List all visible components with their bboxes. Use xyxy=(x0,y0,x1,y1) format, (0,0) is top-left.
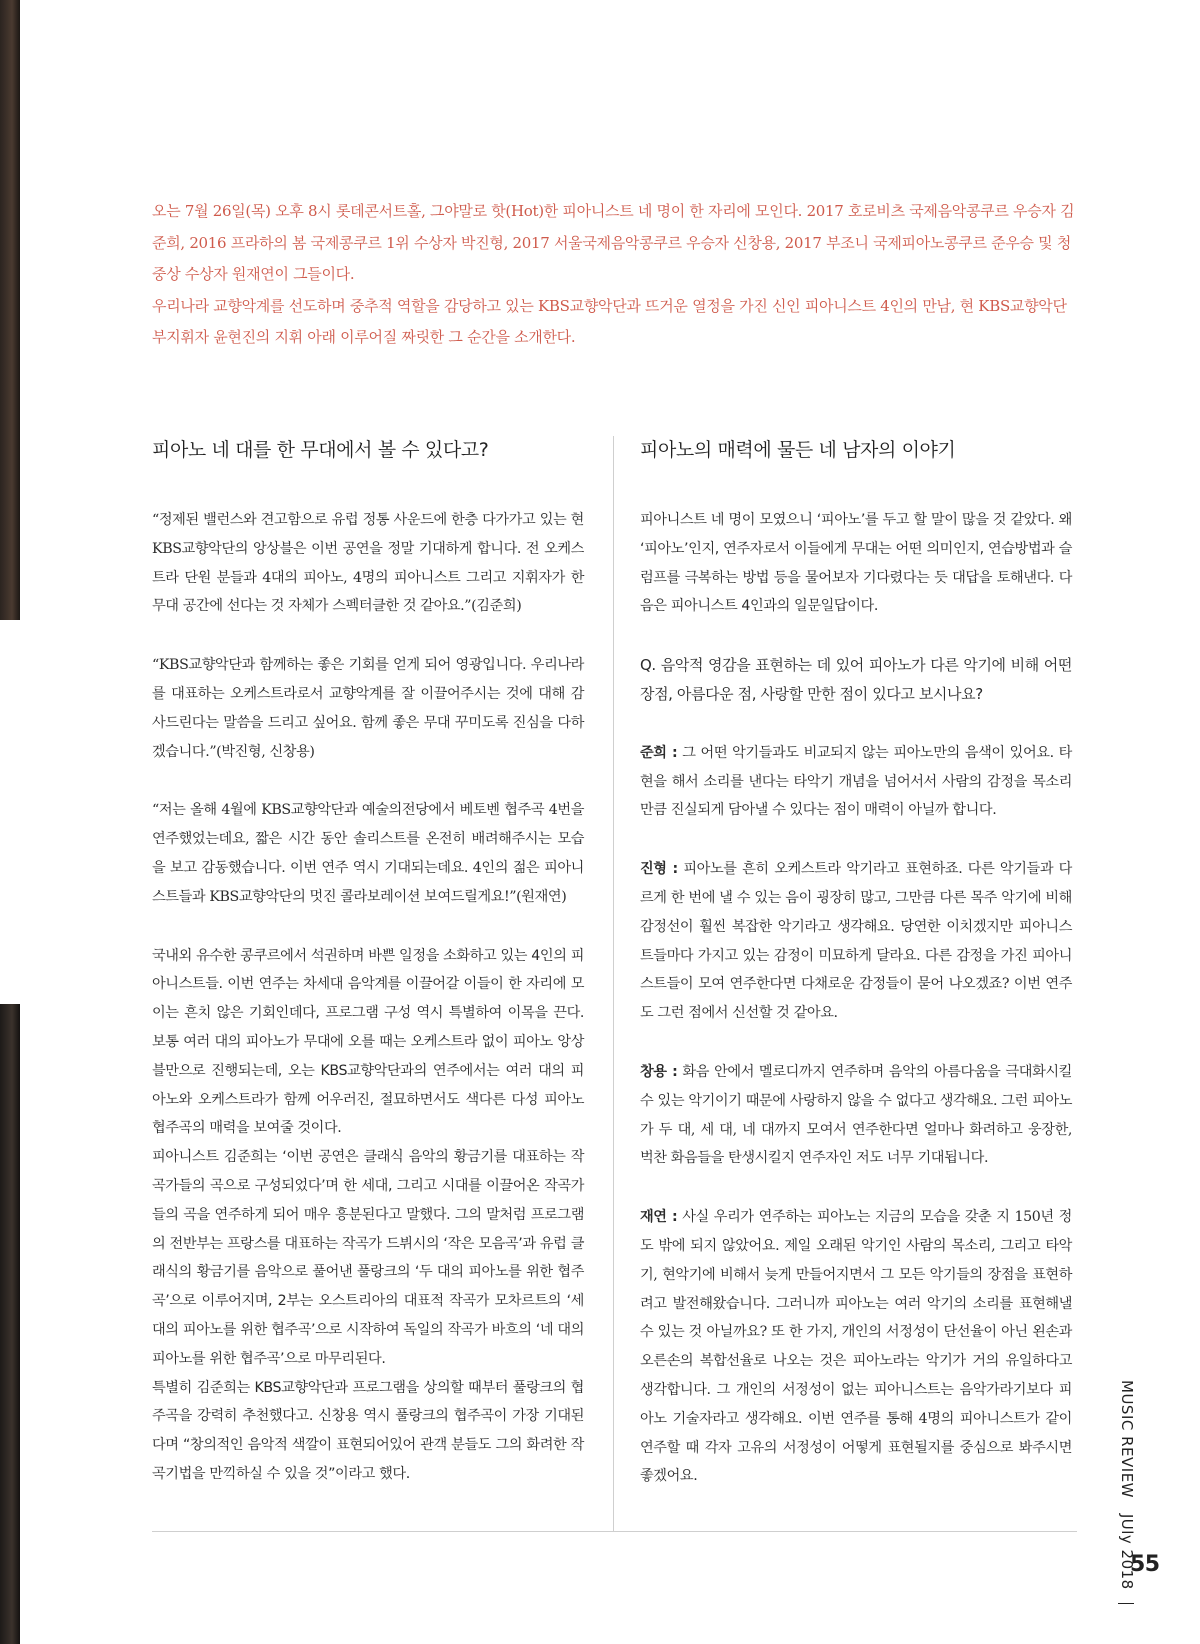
answer-text: 그 어떤 악기들과도 비교되지 않는 피아노만의 음색이 있어요. 타현을 해서 소리를 낸다는 타악기 개념을 넘어서서 사람의 감정을 목소리만큼 진실되게 담아낼 수 있다는 점이 매력이 아닐까 합니다. xyxy=(640,744,1072,819)
answer-paragraph xyxy=(640,739,1072,825)
body-paragraph: 국내외 유수한 콩쿠르에서 석권하며 바쁜 일정을 소화하고 있는 4인의 피아니스트들. 이번 연주는 차세대 음악계를 이끌어갈 이들이 한 자리에 모이는 흔치 않은 기회인데다, 프로그램 구성 역시 특별하여 이목을 끈다. 보통 여러 대의 피아노가 무대에 오를 때는 오케스트라 없이 피아노 앙상블만으로 진행되는데, 오는 KBS교향악단과의 연주에서는 여러 대의 피아노와 오케스트라가 함께 어우러진, 절묘하면서도 색다른 다성 피아노 협주곡의 매력을 보여줄 것이다. xyxy=(152,947,584,1137)
answer-text: 사실 우리가 연주하는 피아노는 지금의 모습을 갖춘 지 150년 정도 밖에 되지 않았어요. 제일 오래된 악기인 사람의 목소리, 그리고 타악기, 현악기에 비해서 늦게 만들어지면서 그 모든 악기들의 장점을 표현하려고 발전해왔습니다. 그러니까 피아노는 여러 악기의 소리를 표현해낼 수 있는 것 아닐까요? 또 한 가지, 개인의 서정성이 단선율이 아닌 왼손과 오른손의 복합선율로 나오는 것은 피아노라는 악기가 거의 유일하다고 생각합니다. 그 개인의 서정성이 없는 피아니스트는 음악가라기보다 피아노 기술자라고 생각해요. 이번 연주를 통해 4명의 피아니스트가 같이 연주할 때 각자 고유의 서정성이 어떻게 표현될지를 중심으로 봐주시면 좋겠어요. xyxy=(640,1209,1072,1485)
speaker-label: 준희 : xyxy=(640,744,678,761)
sidebar-separator xyxy=(1119,1603,1135,1604)
intro-paragraph: 오는 7월 26일(목) 오후 8시 롯데콘서트홀, 그야말로 핫(Hot)한 피아니스트 네 명이 한 자리에 모인다. 2017 호로비츠 국제음악콩쿠르 우승자 김준희, 2016 프라하의 봄 국제콩쿠르 1위 수상자 박진형, 2017 서울국제음악콩쿠르 우승자 신창용, 2017 부조니 국제피아노콩쿠르 준우승 및 청중상 수상자 원재연이 그들이다. xyxy=(152,202,1075,284)
intro-paragraph: 우리나라 교향악계를 선도하며 중추적 역할을 감당하고 있는 KBS교향악단과 뜨거운 열정을 가진 신인 피아니스트 4인의 만남, 현 KBS교향악단 부지휘자 윤현진의 지휘 아래 이루어질 짜릿한 그 순간을 소개한다. xyxy=(152,296,1067,347)
lead-paragraph: 피아니스트 네 명이 모였으니 ‘피아노’를 두고 할 말이 많을 것 같았다. 왜 ‘피아노’인지, 연주자로서 이들에게 무대는 어떤 의미인지, 연습방법과 슬럼프를 극복하는 방법 등을 물어보자 기다렸다는 듯 대답을 토해낸다. 다음은 피아니스트 4인과의 일문일답이다. xyxy=(640,512,1072,615)
answer-paragraph xyxy=(640,855,1072,1028)
column-divider xyxy=(613,436,614,1532)
quote-paragraph: “KBS교향악단과 함께하는 좋은 기회를 얻게 되어 영광입니다. 우리나라를 대표하는 오케스트라로서 교향악계를 잘 이끌어주시는 것에 대해 감사드린다는 말씀을 드리고 싶어요. 함께 좋은 무대 꾸미도록 진심을 다하겠습니다.”(박진형, 신창용) xyxy=(152,657,584,760)
left-column xyxy=(152,436,584,1489)
section-heading: 피아노의 매력에 물든 네 남자의 이야기 xyxy=(640,439,956,461)
section-heading: 피아노 네 대를 한 무대에서 볼 수 있다고? xyxy=(152,439,489,461)
page-number: 55 xyxy=(1130,1552,1160,1577)
quote-paragraph: “저는 올해 4월에 KBS교향악단과 예술의전당에서 베토벤 협주곡 4번을 연주했었는데요, 짧은 시간 동안 솔리스트를 온전히 배려해주시는 모습을 보고 감동했습니다. 이번 연주 역시 기대되는데요. 4인의 젊은 피아니스트들과 KBS교향악단의 멋진 콜라보레이션 보여드릴게요!”(원재연) xyxy=(152,802,584,905)
answer-paragraph xyxy=(640,1203,1072,1491)
intro-lead xyxy=(152,196,1077,354)
speaker-label: 창용 : xyxy=(640,1063,678,1080)
issue-date: JUly 2018 xyxy=(1118,1513,1136,1590)
quote-paragraph: “정제된 밸런스와 견고함으로 유럽 정통 사운드에 한층 다가가고 있는 현 KBS교향악단의 앙상블은 이번 공연을 정말 기대하게 합니다. 전 오케스트라 단원 분들과 4대의 피아노, 4명의 피아니스트 그리고 지휘자가 한 무대 공간에 선다는 것 자체가 스펙터클한 것 같아요.”(김준희) xyxy=(152,512,584,615)
magazine-name: MUSIC REVIEW xyxy=(1118,1380,1136,1499)
photo-edge-bottom xyxy=(0,1004,20,1644)
answer-text: 피아노를 흔히 오케스트라 악기라고 표현하죠. 다른 악기들과 다르게 한 번에 낼 수 있는 음이 굉장히 많고, 그만큼 다른 목주 악기에 비해 감정선이 훨씬 복잡한 악기라고 생각해요. 당연한 이치겠지만 피아니스트들마다 가지고 있는 감정이 미묘하게 달라요. 다른 감정을 가진 피아니스트들이 모여 연주한다면 다채로운 감정들이 묻어 나오겠죠? 이번 연주도 그런 점에서 신선할 것 같아요. xyxy=(640,861,1072,1022)
photo-edge-top xyxy=(0,0,20,620)
bottom-rule xyxy=(152,1531,1077,1532)
body-paragraph: 피아니스트 김준희는 ‘이번 공연은 클래식 음악의 황금기를 대표하는 작곡가들의 곡으로 구성되었다’며 한 세대, 그리고 시대를 이끌어온 작곡가들의 곡을 연주하게 되어 매우 흥분된다고 말했다. 그의 말처럼 프로그램의 전반부는 프랑스를 대표하는 작곡가 드뷔시의 ‘작은 모음곡’과 유럽 클래식의 황금기를 음악으로 풀어낸 풀랑크의 ‘두 대의 피아노를 위한 협주곡’으로 이루어지며, 2부는 오스트리아의 대표적 작곡가 모차르트의 ‘세 대의 피아노를 위한 협주곡’으로 시작하여 독일의 작곡가 바흐의 ‘네 대의 피아노를 위한 협주곡’으로 마무리된다. xyxy=(152,1149,584,1367)
speaker-label: 재연 : xyxy=(640,1209,678,1226)
answer-paragraph xyxy=(640,1058,1072,1173)
right-column xyxy=(640,436,1072,1491)
interview-question: Q. 음악적 영감을 표현하는 데 있어 피아노가 다른 악기에 비해 어떤 장점, 아름다운 점, 사랑할 만한 점이 있다고 보시나요? xyxy=(640,656,1072,703)
body-paragraph: 특별히 김준희는 KBS교향악단과 프로그램을 상의할 때부터 풀랑크의 협주곡을 강력히 추천했다고. 신창용 역시 풀랑크의 협주곡이 가장 기대된다며 “창의적인 음악적 색깔이 표현되어있어 관객 분들도 그의 화려한 작곡기법을 만끽하실 수 있을 것”이라고 했다. xyxy=(152,1379,584,1482)
speaker-label: 진형 : xyxy=(640,861,678,878)
answer-text: 화음 안에서 멜로디까지 연주하며 음악의 아름다움을 극대화시킬 수 있는 악기이기 때문에 사랑하지 않을 수 없다고 생각해요. 그런 피아노가 두 대, 세 대, 네 대까지 모여서 연주한다면 얼마나 화려하고 웅장한, 벅찬 화음들을 탄생시킬지 연주자인 저도 너무 기대됩니다. xyxy=(640,1063,1072,1167)
